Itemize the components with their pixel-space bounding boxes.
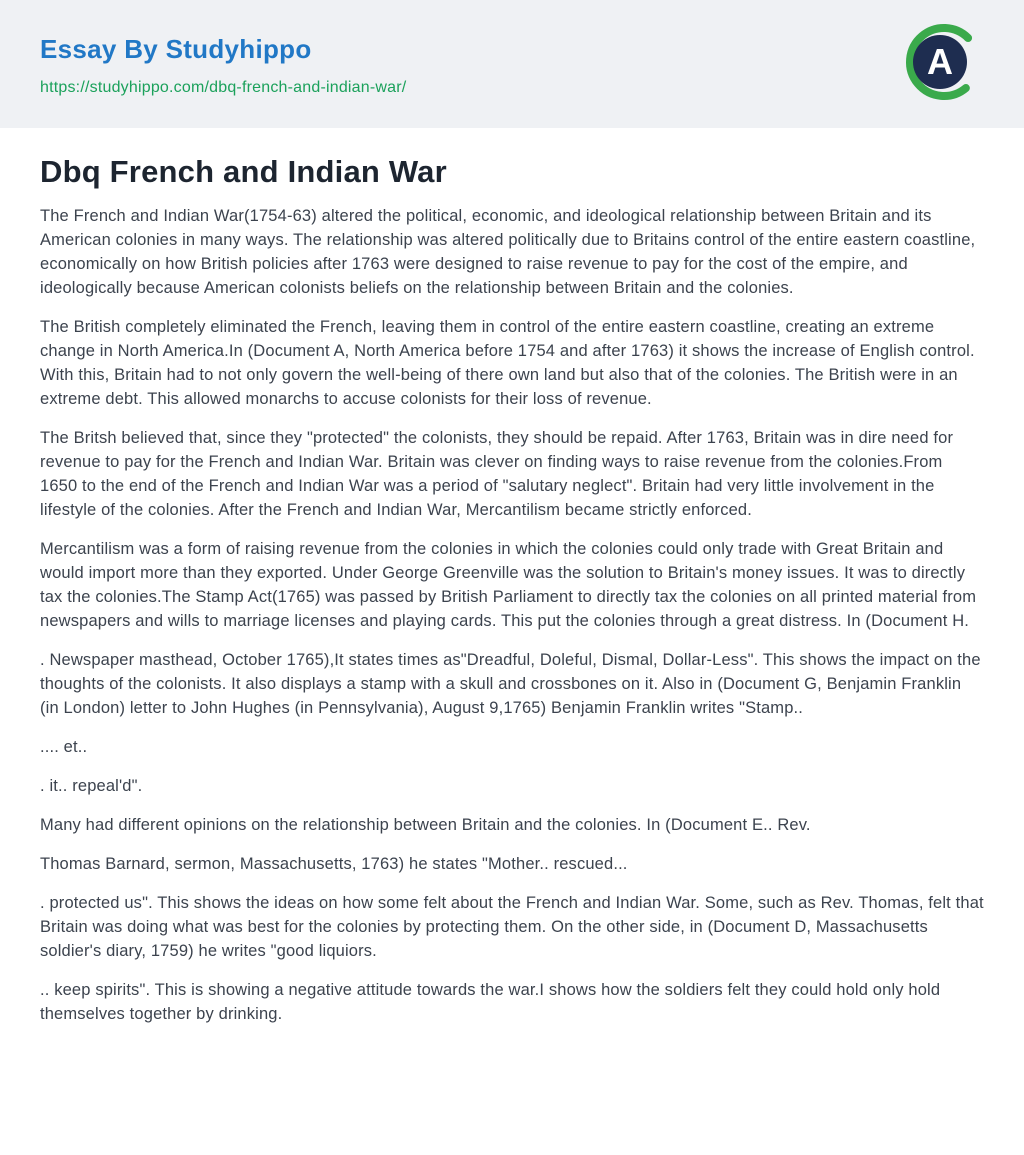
essay-paragraph: The Britsh believed that, since they "protected" the colonists, they should be repaid. After 1763, Britain was in dire need for revenue to pay for the French and Indian War. Britain was clever on finding ways to raise revenue from the colonies.From 1650 to the end of the French and Indian War was a period of "salutary neglect". Britain had very little involvement in the lifestyle of the colonies. After the French and Indian War, Mercantilism became strictly enforced. bbox=[40, 429, 954, 519]
essay-paragraph: The British completely eliminated the French, leaving them in control of the entire eastern coastline, creating an extreme change in North America.In (Document A, North America before 1754 and after 1763) it shows the increase of English control. With this, Britain had to not only govern the well-being of there own land but also that of the colonies. The British were in an extreme debt. This allowed monarchs to accuse colonists for their loss of revenue. bbox=[40, 318, 975, 408]
source-url-link[interactable]: https://studyhippo.com/dbq-french-and-indian-war/ bbox=[40, 79, 407, 96]
essay-paragraph: The French and Indian War(1754-63) altered the political, economic, and ideological relationship between Britain and its American colonies in many ways. The relationship was altered politically due to Britains control of the entire eastern coastline, economically on how British policies after 1763 were designed to raise revenue to pay for the cost of the empire, and ideologically because American colonists beliefs on the relationship between Britain and the colonies. bbox=[40, 207, 976, 297]
essay-paragraph: Many had different opinions on the relationship between Britain and the colonies. In (Document E.. Rev. bbox=[40, 816, 811, 834]
site-header bbox=[0, 0, 1024, 128]
site-title-link[interactable]: Essay By Studyhippo bbox=[40, 34, 312, 64]
essay-paragraph: . Newspaper masthead, October 1765),It states times as"Dreadful, Doleful, Dismal, Dollar-Less". This shows the impact on the thoughts of the colonists. It also displays a stamp with a skull and crossbones on it. Also in (Document G, Benjamin Franklin (in London) letter to John Hughes (in Pennsylvania), August 9,1765) Benjamin Franklin writes "Stamp.. bbox=[40, 651, 981, 717]
essay-paragraph: Mercantilism was a form of raising revenue from the colonies in which the colonies could only trade with Great Britain and would import more than they exported. Under George Greenville was the solution to Britain's money issues. It was to directly tax the colonies.The Stamp Act(1765) was passed by British Parliament to directly tax the colonies on all printed material from newspapers and wills to marriage licenses and playing cards. This put the colonies through a great distress. In (Document H. bbox=[40, 540, 977, 630]
page-title: Dbq French and Indian War bbox=[40, 154, 447, 189]
studyhippo-logo-icon bbox=[904, 22, 984, 102]
essay-paragraph: . it.. repeal'd". bbox=[40, 777, 143, 795]
essay-paragraph: Thomas Barnard, sermon, Massachusetts, 1763) he states "Mother.. rescued... bbox=[40, 855, 628, 873]
essay-body bbox=[40, 204, 984, 1026]
article-content bbox=[0, 128, 1024, 1101]
essay-paragraph: . protected us". This shows the ideas on how some felt about the French and Indian War. Some, such as Rev. Thomas, felt that Britain was doing what was best for the colonies by protecting them. On the other side, in (Document D, Massachusetts soldier's diary, 1759) he writes "good liquiors. bbox=[40, 894, 984, 960]
studyhippo-logo[interactable] bbox=[904, 22, 984, 102]
essay-paragraph: .. keep spirits". This is showing a negative attitude towards the war.I shows how the soldiers felt they could hold only hold themselves together by drinking. bbox=[40, 981, 941, 1023]
logo-letter: A bbox=[927, 41, 953, 82]
essay-paragraph: .... et.. bbox=[40, 738, 88, 756]
